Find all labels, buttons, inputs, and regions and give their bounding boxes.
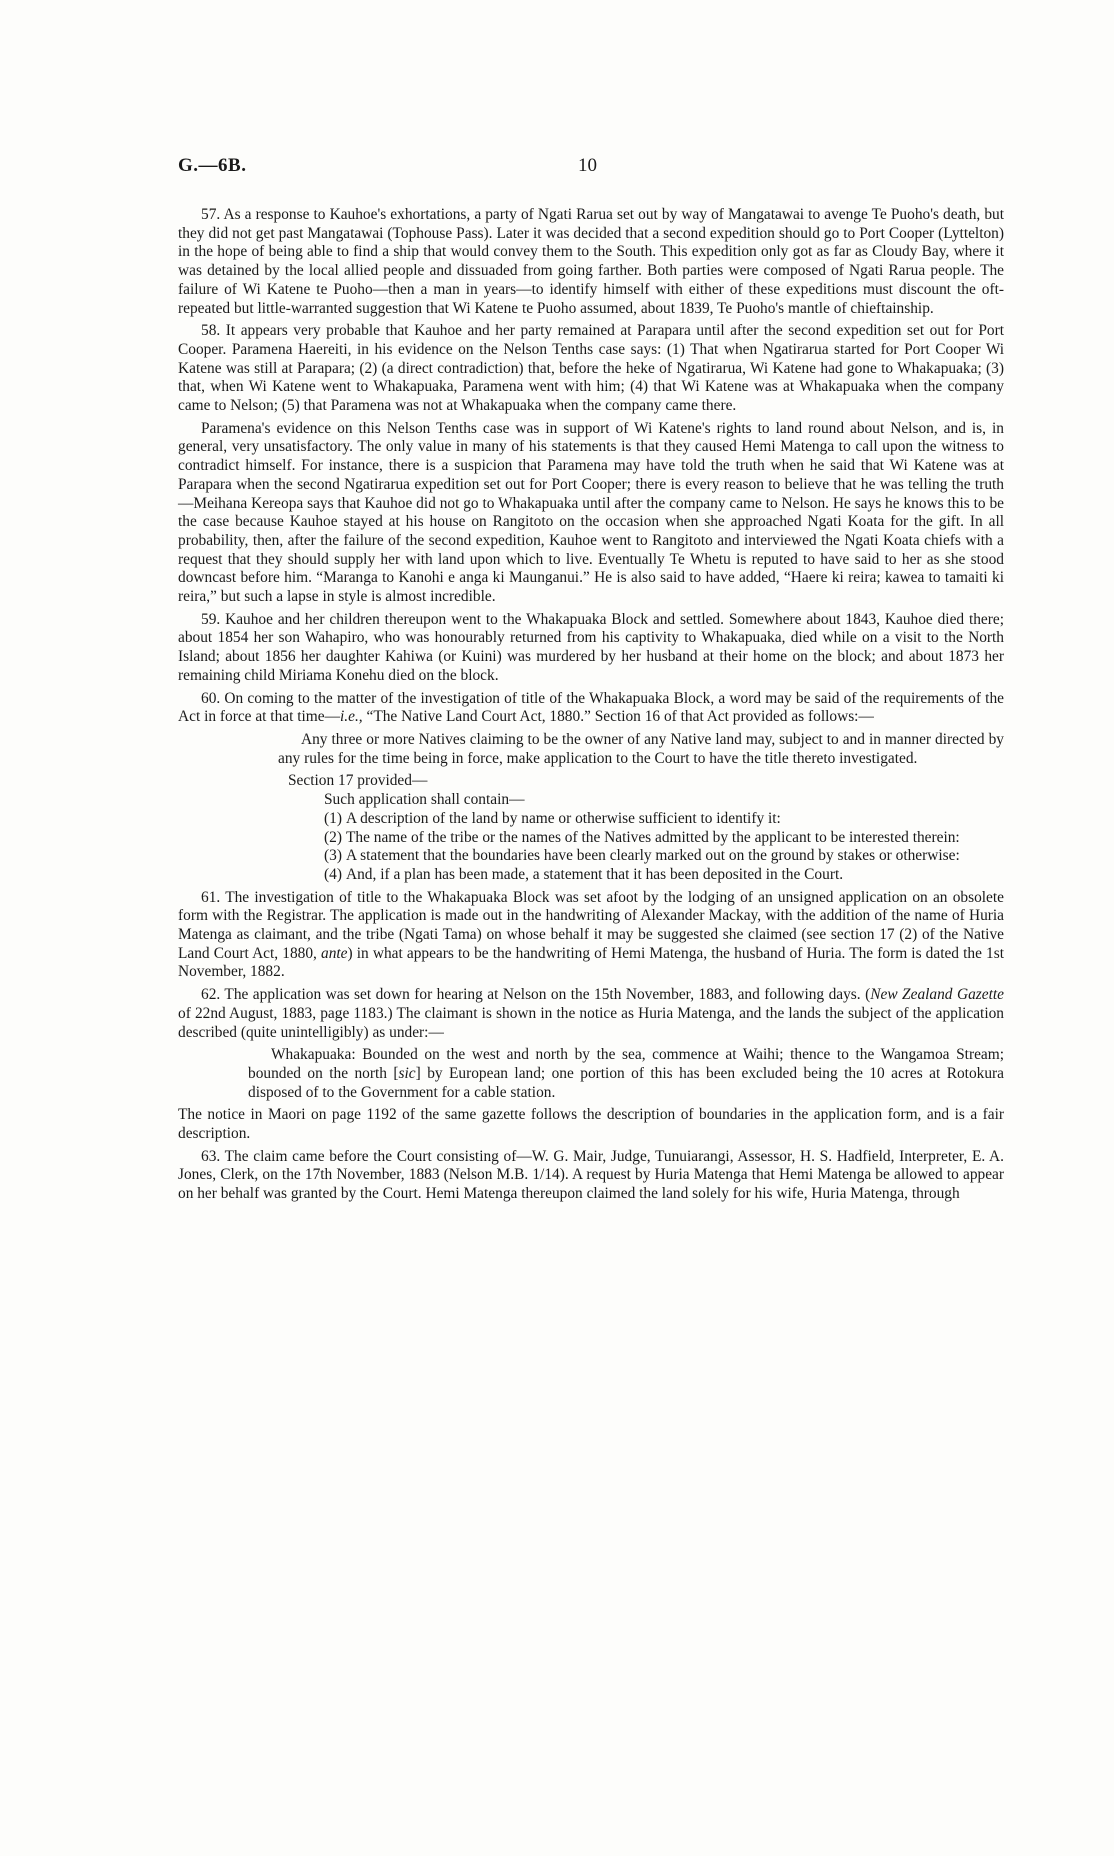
quote-text-end: ] by European land; one portion of this has been excluded being the 10 acres at Rotokura disposed of to the Government for a cable station. [248,1064,1004,1101]
item-number: (1) [324,809,342,827]
paragraph-60 [178,690,1004,727]
paragraph-62-notice: The notice in Maori on page 1192 of the same gazette follows the description of boundaries in the application form, and is a fair description. [178,1106,1004,1143]
item-number: (4) [324,865,342,883]
paragraph-61 [178,889,1004,983]
paragraph-61-ante: ante [321,944,348,962]
section-17-item [178,847,1004,866]
paragraph-58: 58. It appears very probable that Kauhoe and her party remained at Parapara until after the second expedition set out for Port Cooper. Paramena Haereiti, in his evidence on the Nelson Tenths case says: (1) That when Ngatirarua started for Port Cooper Wi Katene was still at Parapara; (2) (a direct contradiction) that, before the heke of Ngatirarua, Wi Katene had gone to Whakapuaka; (3) that, when Wi Katene went to Whakapuaka, Paramena went with him; (4) that Wi Katene was at Whakapuaka when the company came to Nelson; (5) that Paramena was not at Whakapuaka when the company came there. [178,322,1004,415]
item-text: The name of the tribe or the names of the Natives admitted by the applicant to be interested therein: [346,828,960,846]
section-17-item [178,810,1004,829]
whakapuaka-description-quote [178,1046,1004,1102]
paragraph-58-continued: Paramena's evidence on this Nelson Tenths case was in support of Wi Katene's rights to land round about Nelson, and is, in general, very unsatisfactory. The only value in many of his statements is that they caused Hemi Matenga to call upon the witness to contradict himself. For instance, there is a suspicion that Paramena may have told the truth when he said that Wi Katene was at Parapara when the second Ngatirarua expedition set out for Port Cooper; there is every reason to believe that he was telling the truth—Meihana Kereopa says that Kauhoe did not go to Whakapuaka until after the company came to Nelson. He says he knows this to be the case because Kauhoe stayed at his house on Rangitoto on the occasion when she approached Ngati Koata for the gift. In all probability, then, after the failure of the second expedition, Kauhoe went to Rangitoto and interviewed the Ngati Koata chiefs with a request that they should supply her with land upon which to live. Eventually Te Whetu is reputed to have said to her as she stood downcast before him. “Maranga to Kanohi e anga ki Maunganui.” He is also said to have added, “Haere ki reira; kawea to tamaiti ki reira,” but such a lapse in style is almost incredible. [178,419,1004,606]
page-number: 10 [578,155,597,176]
document-code: G.—6B. [178,155,247,176]
paragraph-63: 63. The claim came before the Court consisting of—W. G. Mair, Judge, Tunuiarangi, Assessor, H. S. Hadfield, Interpreter, E. A. Jones, Clerk, on the 17th November, 1883 (Nelson M.B. 1/14). A request by Huria Matenga that Hemi Matenga be allowed to appear on her behalf was granted by the Court. Hemi Matenga thereupon claimed the land solely for his wife, Huria Matenga, through [178,1147,1004,1203]
item-text: A description of the land by name or otherwise sufficient to identify it: [346,809,781,827]
section-17-item [178,829,1004,848]
paragraph-62-gazette: New Zealand Gazette [870,986,1004,1004]
paragraph-60-text: 60. On coming to the matter of the investigation of title of the Whakapuaka Block, a word may be said of the requirements of the Act in force at that time— [178,689,1004,726]
item-number: (2) [324,828,342,846]
paragraph-62-text-end: of 22nd August, 1883, page 1183.) The claimant is shown in the notice as Huria Matenga, and the lands the subject of the application described (quite unintelligibly) as under:— [178,1004,1004,1041]
section-17-item [178,866,1004,885]
paragraph-62-text: 62. The application was set down for hearing at Nelson on the 15th November, 1883, and following days. ( [201,986,871,1004]
paragraph-60-ie: i.e., [339,708,363,726]
paragraph-61-text-end: ) in what appears to be the handwriting of Hemi Matenga, the husband of Huria. The form is dated the 1st November, 1882. [178,944,1004,981]
section-16-quote: Any three or more Natives claiming to be the owner of any Native land may, subject to and in manner directed by any rules for the time being in force, make application to the Court to have the title thereto investigated. [278,730,1004,767]
quote-sic: sic [398,1064,416,1082]
item-text: And, if a plan has been made, a statement that it has been deposited in the Court. [346,865,844,883]
section-17-intro: Such application shall contain— [324,791,525,809]
paragraph-62 [178,986,1004,1042]
paragraph-61-text: 61. The investigation of title to the Whakapuaka Block was set afoot by the lodging of an unsigned application on an obsolete form with the Registrar. The application is made out in the handwriting of Alexander Mackay, with the addition of the name of Huria Matenga as claimant, and the tribe (Ngati Tama) on whose behalf it may be suggested she claimed (see section 17 (2) of the Native Land Court Act, 1880, [178,888,1004,962]
item-text: A statement that the boundaries have been clearly marked out on the ground by stakes or otherwise: [346,847,960,865]
section-17-heading: Section 17 provided— [288,772,428,790]
paragraph-59: 59. Kauhoe and her children thereupon went to the Whakapuaka Block and settled. Somewhere about 1843, Kauhoe died there; about 1854 her son Wahapiro, who was honourably returned from his captivity to Whakapuaka, died while on a visit to the North Island; about 1856 her daughter Kahiwa (or Kuini) was murdered by her husband at their home on the block; and about 1873 her remaining child Miriama Konehu died on the block. [178,610,1004,684]
paragraph-57: 57. As a response to Kauhoe's exhortations, a party of Ngati Rarua set out by way of Mangatawai to avenge Te Puoho's death, but they did not get past Mangatawai (Tophouse Pass). Later it was decided that a second expedition should go to Port Cooper (Lyttelton) in the hope of being able to find a ship that would convey them to the South. This expedition only got as far as Cloudy Bay, where it was detained by the local allied people and dissuaded from going farther. Both parties were composed of Ngati Rarua people. The failure of Wi Katene te Puoho—then a man in years—to identify himself with either of these expeditions must discount the oft-repeated but little-warranted suggestion that Wi Katene te Puoho assumed, about 1839, Te Puoho's mantle of chieftainship. [178,206,1004,317]
document-body [178,206,1004,1208]
quote-text: Whakapuaka: Bounded on the west and north by the sea, commence at Waihi; thence to the Wangamoa Stream; bounded on the north [ [248,1046,1004,1082]
paragraph-60-text-end: “The Native Land Court Act, 1880.” Section 16 of that Act provided as follows:— [362,708,874,726]
item-number: (3) [324,847,342,865]
